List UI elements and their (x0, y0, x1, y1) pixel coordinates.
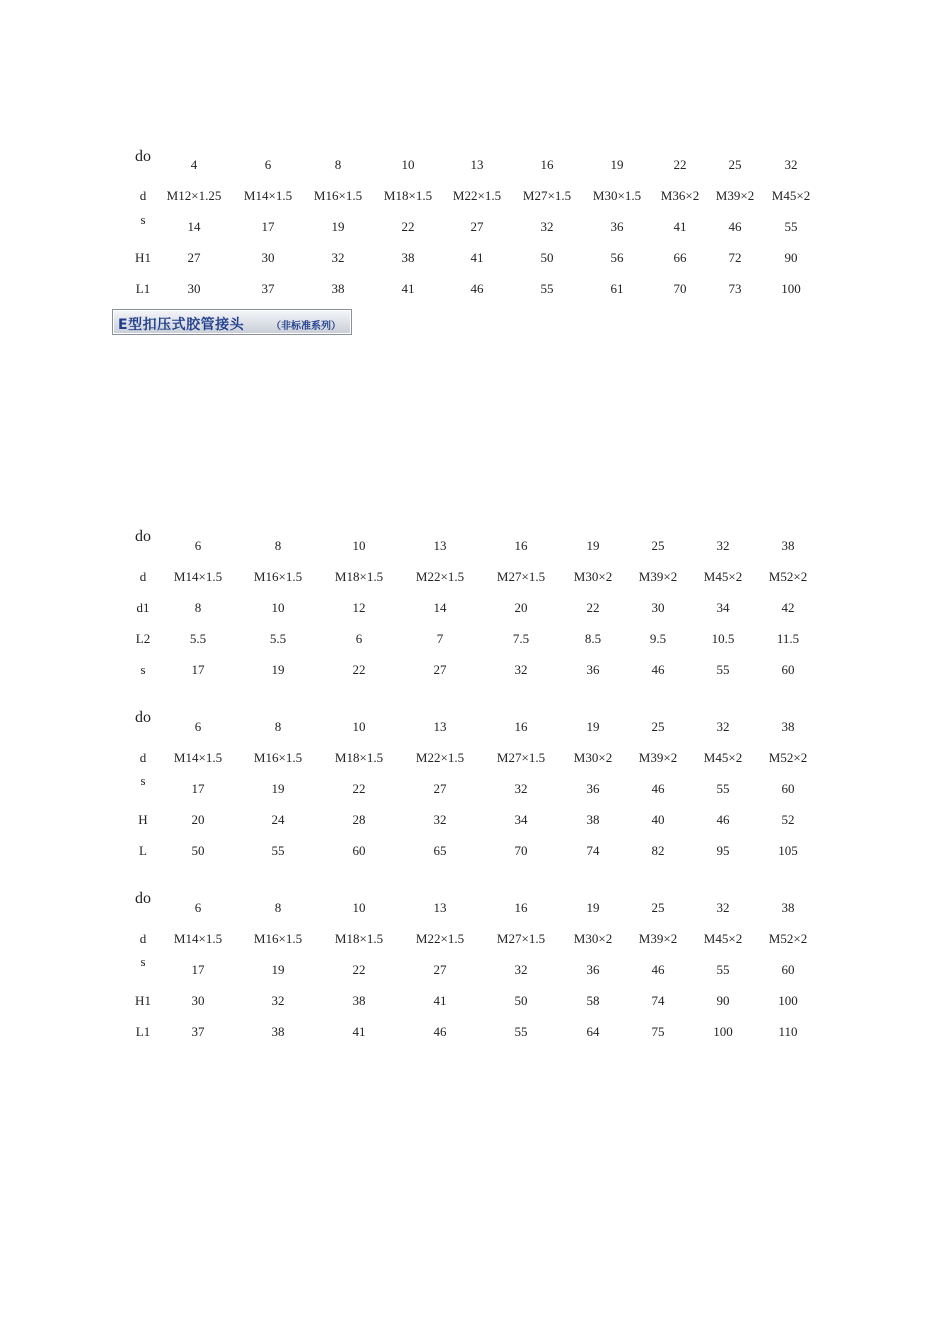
table-cell: 14 (433, 600, 447, 615)
table-cell: 30 (261, 250, 275, 265)
table-cell: 19 (331, 219, 345, 234)
table-cell: 30 (191, 993, 205, 1008)
table-cell: 34 (514, 812, 528, 827)
table-cell: M30×2 (573, 931, 613, 946)
row-label: d1 (136, 600, 150, 615)
table-cell: M27×1.5 (496, 931, 546, 946)
table-cell: 6 (264, 157, 272, 172)
table-cell: M22×1.5 (415, 569, 465, 584)
row-label: d (139, 750, 147, 765)
table-cell: 58 (586, 993, 600, 1008)
table-cell: M16×1.5 (313, 188, 363, 203)
table-cell: 38 (331, 281, 345, 296)
table-cell: M16×1.5 (253, 931, 303, 946)
table-cell: 41 (470, 250, 484, 265)
table-cell: 32 (716, 719, 730, 734)
table-cell: M14×1.5 (173, 569, 223, 584)
row-label: s (140, 662, 146, 677)
row-label: s (140, 773, 146, 788)
table-cell: 25 (651, 900, 665, 915)
table-cell: M39×2 (638, 750, 678, 765)
table-cell: 34 (716, 600, 730, 615)
row-label: s (140, 212, 146, 227)
table-cell: 32 (540, 219, 554, 234)
table-cell: M27×1.5 (522, 188, 572, 203)
table-cell: 70 (514, 843, 528, 858)
table-cell: M30×2 (573, 750, 613, 765)
table-cell: M52×2 (768, 931, 808, 946)
table-cell: 19 (271, 662, 285, 677)
table-cell: 6 (194, 719, 202, 734)
table-cell: 10.5 (711, 631, 735, 646)
table-cell: 28 (352, 812, 366, 827)
table-cell: 25 (651, 719, 665, 734)
table-cell: 60 (352, 843, 366, 858)
table-cell: M14×1.5 (173, 750, 223, 765)
table-cell: 10 (352, 538, 366, 553)
table-cell: M22×1.5 (415, 750, 465, 765)
table-cell: M45×2 (703, 569, 743, 584)
table-cell: 10 (401, 157, 415, 172)
table-cell: 38 (781, 538, 795, 553)
row-label: L (139, 843, 147, 858)
table-cell: M12×1.25 (166, 188, 222, 203)
table-cell: 46 (716, 812, 730, 827)
table-cell: 4 (190, 157, 198, 172)
table-cell: 73 (728, 281, 742, 296)
table-cell: 13 (433, 538, 447, 553)
table-cell: 10 (271, 600, 285, 615)
table-cell: 17 (191, 781, 205, 796)
table-cell: 32 (716, 900, 730, 915)
table-cell: 17 (261, 219, 275, 234)
table-cell: 13 (470, 157, 484, 172)
table-cell: 41 (673, 219, 687, 234)
table-cell: 13 (433, 719, 447, 734)
table-cell: M22×1.5 (452, 188, 502, 203)
row-label: H1 (135, 993, 151, 1008)
table-cell: 32 (784, 157, 798, 172)
table-cell: 32 (433, 812, 447, 827)
table-cell: 61 (610, 281, 624, 296)
table-cell: 55 (716, 781, 730, 796)
table-cell: 100 (713, 1024, 733, 1039)
table-cell: 19 (271, 781, 285, 796)
table-cell: 8.5 (584, 631, 602, 646)
table-cell: 19 (586, 538, 600, 553)
table-cell: M52×2 (768, 750, 808, 765)
table-cell: 19 (271, 962, 285, 977)
table-cell: M39×2 (638, 931, 678, 946)
table-cell: 27 (187, 250, 201, 265)
table-cell: 25 (728, 157, 742, 172)
table-cell: 32 (716, 538, 730, 553)
table-cell: 30 (187, 281, 201, 296)
table-cell: 41 (401, 281, 415, 296)
table-cell: 37 (191, 1024, 205, 1039)
table-cell: 8 (274, 538, 282, 553)
table-cell: 90 (784, 250, 798, 265)
table-cell: 55 (784, 219, 798, 234)
table-cell: 8 (274, 719, 282, 734)
table-cell: 70 (673, 281, 687, 296)
table-cell: 38 (781, 719, 795, 734)
table-cell: 55 (540, 281, 554, 296)
table-cell: 20 (191, 812, 205, 827)
section-banner (112, 309, 352, 335)
row-label: L2 (135, 631, 151, 646)
table-cell: M14×1.5 (243, 188, 293, 203)
table-cell: 6 (194, 900, 202, 915)
table-cell: 17 (191, 662, 205, 677)
table-cell: 27 (433, 781, 447, 796)
table-cell: 36 (586, 781, 600, 796)
table-cell: 72 (728, 250, 742, 265)
table-cell: 46 (470, 281, 484, 296)
row-label: d (139, 931, 147, 946)
table-cell: 60 (781, 662, 795, 677)
table-cell: 41 (352, 1024, 366, 1039)
table-cell: 8 (274, 900, 282, 915)
table-cell: M16×1.5 (253, 569, 303, 584)
table-cell: 5.5 (189, 631, 207, 646)
table-cell: 8 (194, 600, 202, 615)
table-cell: 25 (651, 538, 665, 553)
row-label: H (138, 812, 148, 827)
table-cell: M39×2 (715, 188, 755, 203)
table-cell: 95 (716, 843, 730, 858)
table-cell: 46 (651, 962, 665, 977)
table-cell: 32 (514, 781, 528, 796)
table-cell: 16 (540, 157, 554, 172)
row-label: do (135, 148, 151, 165)
table-cell: 38 (586, 812, 600, 827)
table-cell: 10 (352, 719, 366, 734)
table-cell: 11.5 (776, 631, 800, 646)
table-cell: 32 (271, 993, 285, 1008)
row-label: do (135, 528, 151, 545)
table-cell: 24 (271, 812, 285, 827)
table-cell: 32 (514, 962, 528, 977)
table-cell: 40 (651, 812, 665, 827)
table-cell: 22 (673, 157, 687, 172)
table-cell: 37 (261, 281, 275, 296)
table-cell: 56 (610, 250, 624, 265)
table-cell: 12 (352, 600, 366, 615)
table-cell: 90 (716, 993, 730, 1008)
row-label: d (139, 188, 147, 203)
row-label: do (135, 890, 151, 907)
table-cell: 50 (514, 993, 528, 1008)
table-cell: 41 (433, 993, 447, 1008)
table-cell: 36 (586, 962, 600, 977)
table-cell: 7.5 (512, 631, 530, 646)
table-cell: 55 (716, 662, 730, 677)
table-cell: 9.5 (649, 631, 667, 646)
table-cell: 32 (331, 250, 345, 265)
banner-subtitle: （非标准系列） (271, 321, 341, 332)
table-cell: 16 (514, 719, 528, 734)
table-cell: M36×2 (660, 188, 700, 203)
table-cell: 75 (651, 1024, 665, 1039)
table-cell: M45×2 (771, 188, 811, 203)
table-cell: M52×2 (768, 569, 808, 584)
table-cell: M45×2 (703, 750, 743, 765)
table-cell: 50 (191, 843, 205, 858)
table-cell: 17 (191, 962, 205, 977)
table-cell: 100 (778, 993, 798, 1008)
table-cell: 19 (610, 157, 624, 172)
table-cell: 36 (586, 662, 600, 677)
table-cell: 38 (401, 250, 415, 265)
table-cell: 27 (433, 662, 447, 677)
banner-title: E型扣压式胶管接头 (118, 317, 245, 333)
table-cell: 6 (355, 631, 363, 646)
table-cell: 55 (514, 1024, 528, 1039)
table-cell: 16 (514, 538, 528, 553)
table-cell: 36 (610, 219, 624, 234)
table-cell: 19 (586, 719, 600, 734)
table-cell: M18×1.5 (334, 569, 384, 584)
table-cell: 100 (781, 281, 801, 296)
table-cell: 65 (433, 843, 447, 858)
table-cell: 20 (514, 600, 528, 615)
table-cell: 14 (187, 219, 201, 234)
table-cell: 66 (673, 250, 687, 265)
table-cell: 32 (514, 662, 528, 677)
table-cell: M30×2 (573, 569, 613, 584)
row-label: H1 (135, 250, 151, 265)
table-cell: 27 (470, 219, 484, 234)
table-cell: M18×1.5 (334, 750, 384, 765)
table-cell: 16 (514, 900, 528, 915)
table-cell: 38 (352, 993, 366, 1008)
table-cell: 22 (586, 600, 600, 615)
table-cell: 22 (401, 219, 415, 234)
row-label: do (135, 709, 151, 726)
table-cell: 74 (586, 843, 600, 858)
row-label: d (139, 569, 147, 584)
table-cell: 52 (781, 812, 795, 827)
table-cell: 22 (352, 962, 366, 977)
table-cell: 46 (651, 781, 665, 796)
table-cell: M22×1.5 (415, 931, 465, 946)
table-cell: 19 (586, 900, 600, 915)
table-cell: 105 (778, 843, 798, 858)
table-cell: M30×1.5 (592, 188, 642, 203)
table-cell: M18×1.5 (383, 188, 433, 203)
row-label: L1 (135, 281, 151, 296)
table-cell: M45×2 (703, 931, 743, 946)
row-label: s (140, 954, 146, 969)
table-cell: 46 (728, 219, 742, 234)
table-cell: M18×1.5 (334, 931, 384, 946)
table-cell: 46 (651, 662, 665, 677)
table-cell: M16×1.5 (253, 750, 303, 765)
table-cell: 27 (433, 962, 447, 977)
table-cell: 5.5 (269, 631, 287, 646)
table-cell: 10 (352, 900, 366, 915)
table-cell: 60 (781, 781, 795, 796)
row-label: L1 (135, 1024, 151, 1039)
table-cell: 22 (352, 781, 366, 796)
table-cell: 38 (271, 1024, 285, 1039)
table-cell: 13 (433, 900, 447, 915)
table-cell: 42 (781, 600, 795, 615)
table-cell: 55 (716, 962, 730, 977)
table-cell: 8 (334, 157, 342, 172)
table-cell: 82 (651, 843, 665, 858)
table-cell: 22 (352, 662, 366, 677)
table-cell: 38 (781, 900, 795, 915)
table-cell: 74 (651, 993, 665, 1008)
table-cell: 50 (540, 250, 554, 265)
table-cell: 46 (433, 1024, 447, 1039)
table-cell: 110 (778, 1024, 798, 1039)
table-cell: 7 (436, 631, 444, 646)
table-cell: M27×1.5 (496, 750, 546, 765)
table-cell: M27×1.5 (496, 569, 546, 584)
table-cell: M14×1.5 (173, 931, 223, 946)
table-cell: 64 (586, 1024, 600, 1039)
table-cell: 55 (271, 843, 285, 858)
table-cell: M39×2 (638, 569, 678, 584)
table-cell: 60 (781, 962, 795, 977)
table-cell: 30 (651, 600, 665, 615)
table-cell: 6 (194, 538, 202, 553)
